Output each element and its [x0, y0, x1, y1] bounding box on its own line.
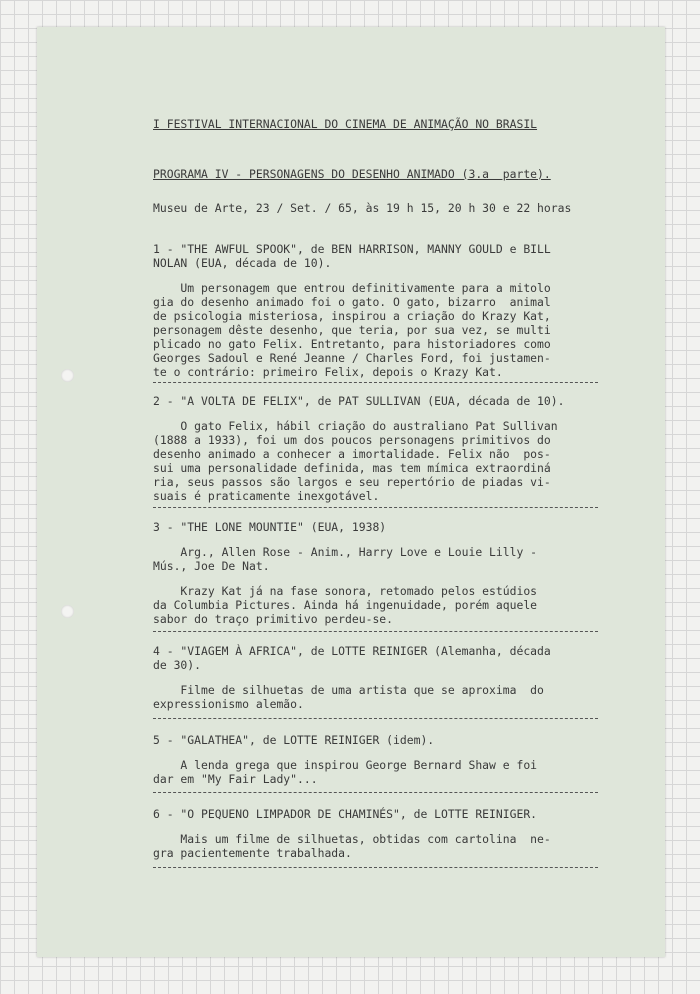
separator-rule: [153, 792, 598, 793]
item-5-title-line-1: 5 - "GALATHEA", de LOTTE REINIGER (idem).: [153, 733, 435, 747]
item-2-body-line-6: suais é praticamente inexgotável.: [153, 489, 380, 503]
item-3-credits-line-1: Arg., Allen Rose - Anim., Harry Love e Louie Lilly -: [153, 545, 538, 559]
item-2-body-line-5: ria, seus passos são largos e seu repertório de piadas vi-: [153, 475, 551, 489]
item-6-body-line-2: gra pacientemente trabalhada.: [153, 846, 352, 860]
item-1-body-line-5: plicado no gato Felix. Entretanto, para historiadores como: [153, 337, 551, 351]
item-1-title-line-1: 1 - "THE AWFUL SPOOK", de BEN HARRISON, MANNY GOULD e BILL: [153, 242, 551, 256]
item-1-body-line-7: te o contrário: primeiro Felix, depois o Krazy Kat.: [153, 365, 503, 379]
item-2-body-line-2: (1888 a 1933), foi um dos poucos personagens primitivos do: [153, 433, 551, 447]
punch-hole-bottom: [61, 605, 74, 618]
separator-rule: [153, 867, 598, 868]
item-1-body-line-2: gia do desenho animado foi o gato. O gato, bizarro animal: [153, 295, 551, 309]
separator-rule: [153, 382, 598, 383]
item-1-body-line-3: de psicologia misteriosa, inspirou a criação do Krazy Kat,: [153, 309, 551, 323]
item-1-title-line-2: NOLAN (EUA, década de 10).: [153, 256, 332, 270]
separator-rule: [153, 718, 598, 719]
item-6-body-line-1: Mais um filme de silhuetas, obtidas com cartolina ne-: [153, 832, 551, 846]
item-5-body-line-1: A lenda grega que inspirou George Bernard Shaw e foi: [153, 758, 538, 772]
item-2-body-line-3: desenho animado a conhecer a imortalidade. Felix não pos-: [153, 447, 551, 461]
separator-rule: [153, 631, 598, 632]
item-4-title-line-1: 4 - "VIAGEM À AFRICA", de LOTTE REINIGER (Alemanha, década: [153, 644, 551, 658]
item-2-title-line-1: 2 - "A VOLTA DE FELIX", de PAT SULLIVAN (EUA, década de 10).: [153, 394, 565, 408]
venue-line: Museu de Arte, 23 / Set. / 65, às 19 h 15, 20 h 30 e 22 horas: [153, 201, 572, 215]
item-3-body-line-3: sabor do traço primitivo perdeu-se.: [153, 612, 394, 626]
festival-title: I FESTIVAL INTERNACIONAL DO CINEMA DE ANIMAÇÃO NO BRASIL: [153, 117, 538, 131]
item-4-body-line-2: expressionismo alemão.: [153, 697, 304, 711]
item-2-body-line-1: O gato Felix, hábil criação do australiano Pat Sullivan: [153, 419, 558, 433]
item-2-body-line-4: sui uma personalidade definida, mas tem mímica extraordiná: [153, 461, 551, 475]
item-3-title-line-1: 3 - "THE LONE MOUNTIE" (EUA, 1938): [153, 520, 387, 534]
item-3-body-line-2: da Columbia Pictures. Ainda há ingenuidade, porém aquele: [153, 598, 538, 612]
item-5-body-line-2: dar em "My Fair Lady"...: [153, 772, 318, 786]
item-3-credits-line-2: Mús., Joe De Nat.: [153, 559, 270, 573]
item-3-body-line-1: Krazy Kat já na fase sonora, retomado pelos estúdios: [153, 584, 538, 598]
paper-sheet: [37, 27, 665, 957]
separator-rule: [153, 507, 598, 508]
item-1-body-line-1: Um personagem que entrou definitivamente para a mitolo: [153, 281, 551, 295]
item-1-body-line-6: Georges Sadoul e René Jeanne / Charles Ford, foi justamen-: [153, 351, 551, 365]
program-title: PROGRAMA IV - PERSONAGENS DO DESENHO ANIMADO (3.a parte).: [153, 167, 551, 181]
item-6-title-line-1: 6 - "O PEQUENO LIMPADOR DE CHAMINÉS", de LOTTE REINIGER.: [153, 807, 538, 821]
punch-hole-top: [61, 369, 74, 382]
item-1-body-line-4: personagem dêste desenho, que teria, por sua vez, se multi: [153, 323, 551, 337]
item-4-body-line-1: Filme de silhuetas de uma artista que se aproxima do: [153, 683, 544, 697]
item-4-title-line-2: de 30).: [153, 658, 202, 672]
